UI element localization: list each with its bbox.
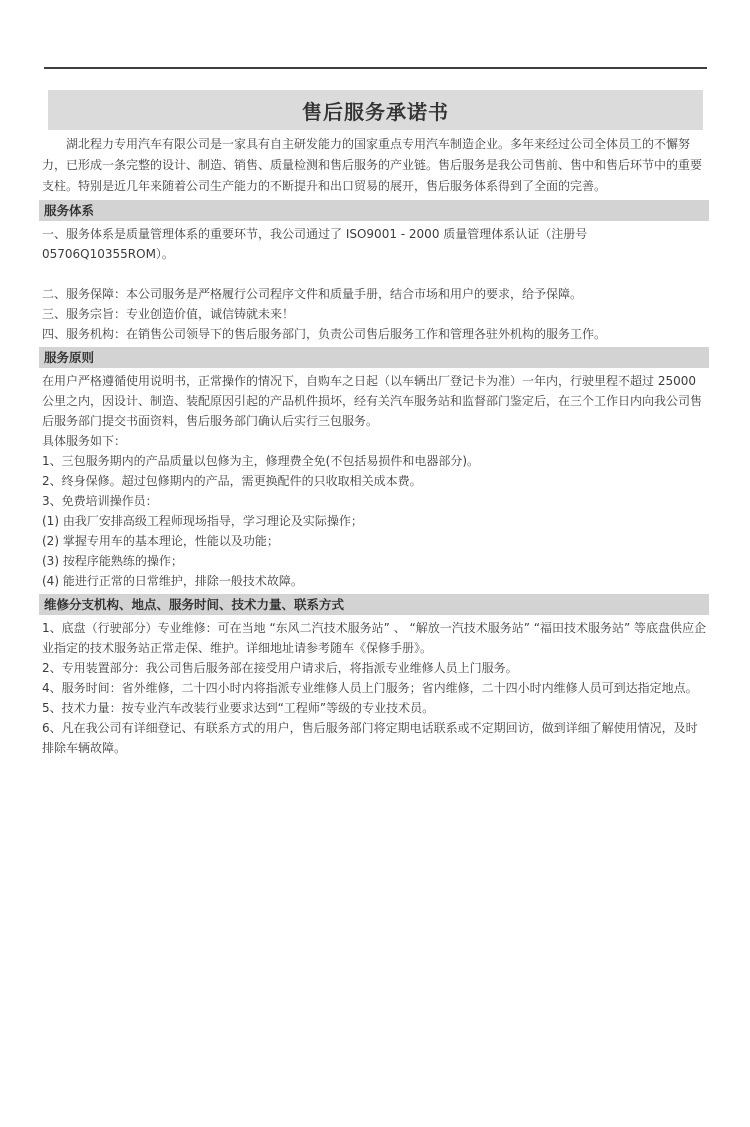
text-line: 二、服务保障：本公司服务是严格履行公司程序文件和质量手册，结合市场和用户的要求，给予保障。	[42, 287, 583, 301]
section-heading: 维修分支机构、地点、服务时间、技术力量、联系方式	[39, 594, 709, 615]
section-maintenance-branches	[42, 594, 707, 758]
section-heading: 服务原则	[39, 347, 709, 368]
intro-paragraph: 湖北程力专用汽车有限公司是一家具有自主研发能力的国家重点专用汽车制造企业。多年来经过公司全体员工的不懈努力，已形成一条完整的设计、制造、销售、质量检测和售后服务的产业链。售后服务是我公司售前、售中和售后环节中的重要支柱。特别是近几年来随着公司生产能力的不断提升和出口贸易的展开，售后服务体系得到了全面的完善。	[42, 137, 703, 193]
section-service-principles	[42, 347, 707, 591]
text-line: 三、服务宗旨：专业创造价值，诚信铸就未来！	[42, 307, 295, 321]
text-line: 2、终身保修。超过包修期内的产品，需更换配件的只收取相关成本费。	[42, 474, 422, 488]
text-line: 3、免费培训操作员：	[42, 494, 158, 508]
text-line: 1、底盘（行驶部分）专业维修：可在当地 “东风二汽技术服务站” 、 “解放一汽技术服务站” “福田技术服务站” 等底盘供应企业指定的技术服务站正常走保、维护。详细地址请参考随车《保修手册》。	[42, 621, 707, 655]
text-line: (1) 由我厂安排高级工程师现场指导，学习理论及实际操作；	[42, 514, 363, 528]
blank-line	[42, 264, 707, 284]
text-line: (2) 掌握专用车的基本理论，性能以及功能；	[42, 534, 279, 548]
document-body	[42, 134, 707, 758]
text-paragraph: 在用户严格遵循使用说明书，正常操作的情况下，自购车之日起（以车辆出厂登记卡为准）一年内，行驶里程不超过 25000 公里之内，因设计、制造、装配原因引起的产品机件损坏，经有关汽车服务站和监督部门鉴定后，在三个工作日内向我公司售后服务部门提交书面资料，售后服务部门确认后实行三包服务。	[42, 374, 703, 428]
top-divider	[44, 67, 707, 69]
text-line: (3) 按程序能熟练的操作；	[42, 554, 183, 568]
section-service-system	[42, 200, 707, 344]
text-line: (4) 能进行正常的日常维护，排除一般技术故障。	[42, 574, 303, 588]
document-title: 售后服务承诺书	[302, 99, 449, 124]
document-page	[0, 67, 750, 758]
text-line: 1、三包服务期内的产品质量以包修为主，修理费全免(不包括易损件和电器部分)。	[42, 454, 480, 468]
text-line: 具体服务如下：	[42, 434, 127, 448]
section-heading: 服务体系	[39, 200, 709, 221]
document-title-bar	[48, 90, 703, 130]
text-line: 5、技术力量：按专业汽车改装行业要求达到“工程师”等级的专业技术员。	[42, 701, 435, 715]
text-line: 四、服务机构：在销售公司领导下的售后服务部门，负责公司售后服务工作和管理各驻外机构的服务工作。	[42, 327, 607, 341]
text-line: 6、凡在我公司有详细登记、有联系方式的用户，售后服务部门将定期电话联系或不定期回访，做到详细了解使用情况，及时排除车辆故障。	[42, 721, 698, 755]
text-line: 2、专用装置部分：我公司售后服务部在接受用户请求后，将指派专业维修人员上门服务。	[42, 661, 518, 675]
text-line: 一、服务体系是质量管理体系的重要环节，我公司通过了 ISO9001 - 2000 质量管理体系认证（注册号 05706Q10355ROM）。	[42, 227, 588, 261]
text-line: 4、服务时间：省外维修，二十四小时内将指派专业维修人员上门服务；省内维修，二十四小时内维修人员可到达指定地点。	[42, 681, 698, 695]
